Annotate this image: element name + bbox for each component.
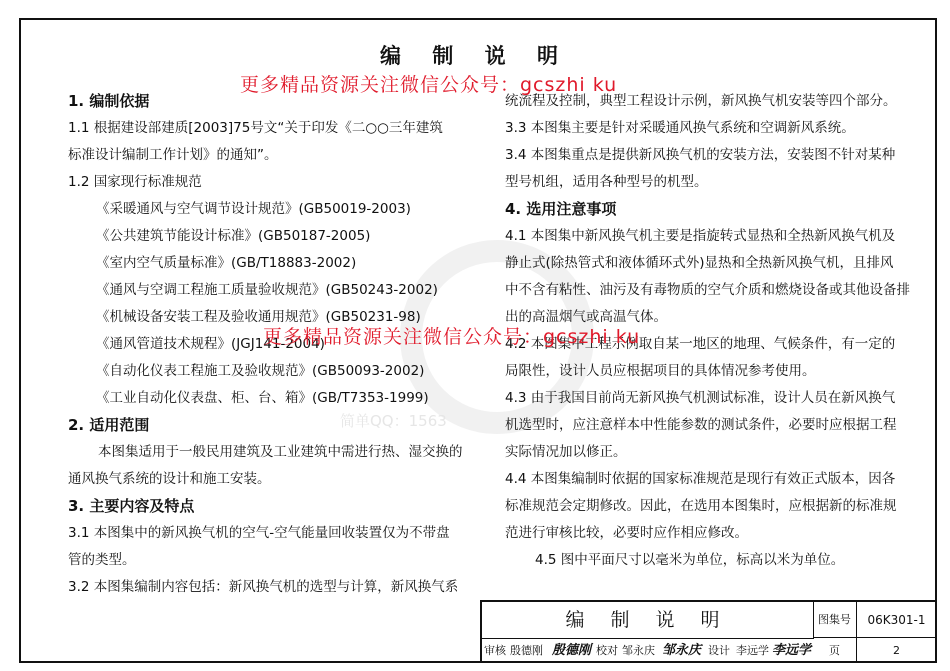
text-line: 《通风管道技术规程》(JGJ141-2004) <box>96 336 325 352</box>
text-line: 机选型时，应注意样本中性能参数的测试条件，必要时应根据工程 <box>505 417 897 433</box>
text-line: 标准规范会定期修改。因此，在选用本图集时，应根据新的标准规 <box>505 498 897 514</box>
text-line: 中不含有粘性、油污及有毒物质的空气介质和燃烧设备或其他设备排 <box>505 282 910 298</box>
text-line: 标准设计编制工作计划》的通知”。 <box>68 147 278 163</box>
text-line: 本图集适用于一般民用建筑及工业建筑中需进行热、湿交换的 <box>98 444 463 460</box>
text-line: 4.4 本图集编制时依据的国家标准规范是现行有效正式版本，因各 <box>505 471 896 487</box>
text-line: 3.1 本图集中的新风换气机的空气-空气能量回收装置仅为不带盘 <box>68 525 450 541</box>
section-heading: 2. 适用范围 <box>68 416 150 434</box>
text-line: 4.2 本图集中工程示例取自某一地区的地理、气候条件，有一定的 <box>505 336 896 352</box>
text-line: 1.1 根据建设部建质[2003]75号文“关于印发《二○○三年建筑 <box>68 120 443 136</box>
text-line: 管的类型。 <box>68 552 136 568</box>
text-line: 局限性，设计人员应根据项目的具体情况参考使用。 <box>505 363 816 379</box>
page-number: 2 <box>857 638 937 663</box>
reviewer-name: 殷德刚 <box>510 644 543 657</box>
text-line: 《通风与空调工程施工质量验收规范》(GB50243-2002) <box>96 282 438 298</box>
signature-row <box>482 638 813 663</box>
design-label: 设计 <box>708 644 730 657</box>
page-label: 页 <box>813 638 857 663</box>
title-block <box>480 600 937 663</box>
red-watermark-top: 更多精品资源关注微信公众号：gcszhi ku <box>240 74 618 96</box>
text-line: 《室内空气质量标准》(GB/T18883-2002) <box>96 255 357 271</box>
check-label: 校对 <box>596 644 618 657</box>
section-heading: 1. 编制依据 <box>68 92 150 110</box>
text-line: 3.3 本图集主要是针对采暖通风换气系统和空调新风系统。 <box>505 120 855 136</box>
atlas-label: 图集号 <box>813 602 857 638</box>
checker-signature: 邹永庆 <box>662 643 702 658</box>
text-line: 4.5 图中平面尺寸以毫米为单位，标高以米为单位。 <box>535 552 845 568</box>
text-line: 3.4 本图集重点是提供新风换气机的安装方法，安装图不针对某种 <box>505 147 896 163</box>
text-line: 4.1 本图集中新风换气机主要是指旋转式显热和全热新风换气机及 <box>505 228 896 244</box>
text-line: 3.2 本图集编制内容包括：新风换气机的选型与计算，新风换气系 <box>68 579 459 595</box>
page-title: 编 制 说 明 <box>380 44 570 68</box>
title-block-name: 编 制 说 明 <box>482 602 814 639</box>
text-line: 出的高温烟气或高温气体。 <box>505 309 667 325</box>
text-line: 《工业自动化仪表盘、柜、台、箱》(GB/T7353-1999) <box>96 390 429 406</box>
atlas-number: 06K301-1 <box>857 602 937 638</box>
designer-signature: 李远学 <box>772 643 812 658</box>
text-line: 《采暖通风与空气调节设计规范》(GB50019-2003) <box>96 201 411 217</box>
text-line: 范进行审核比较，必要时应作相应修改。 <box>505 525 748 541</box>
text-line: 通风换气系统的设计和施工安装。 <box>68 471 271 487</box>
checker-name: 邹永庆 <box>622 644 655 657</box>
section-heading: 3. 主要内容及特点 <box>68 497 195 515</box>
text-line: 1.2 国家现行标准规范 <box>68 174 202 190</box>
designer-name: 李远学 <box>736 644 769 657</box>
text-line: 静止式(除热管式和液体循环式外)显热和全热新风换气机，且排风 <box>505 255 894 271</box>
text-line: 实际情况加以修正。 <box>505 444 627 460</box>
text-line: 4.3 由于我国目前尚无新风换气机测试标准，设计人员在新风换气 <box>505 390 896 406</box>
text-line: 《公共建筑节能设计标准》(GB50187-2005) <box>96 228 371 244</box>
text-line: 《机械设备安装工程及验收通用规范》(GB50231-98) <box>96 309 421 325</box>
reviewer-signature: 殷德刚 <box>552 643 592 658</box>
section-heading: 4. 选用注意事项 <box>505 200 617 218</box>
text-line: 《自动化仪表工程施工及验收规范》(GB50093-2002) <box>96 363 425 379</box>
red-watermark-middle: 更多精品资源关注微信公众号：gcszhi ku <box>263 326 641 348</box>
faint-text-watermark: 简单QQ：1563 <box>340 412 447 430</box>
review-label: 审核 <box>484 644 506 657</box>
text-line: 型号机组，适用各种型号的机型。 <box>505 174 708 190</box>
text-line: 统流程及控制，典型工程设计示例，新风换气机安装等四个部分。 <box>505 93 897 109</box>
